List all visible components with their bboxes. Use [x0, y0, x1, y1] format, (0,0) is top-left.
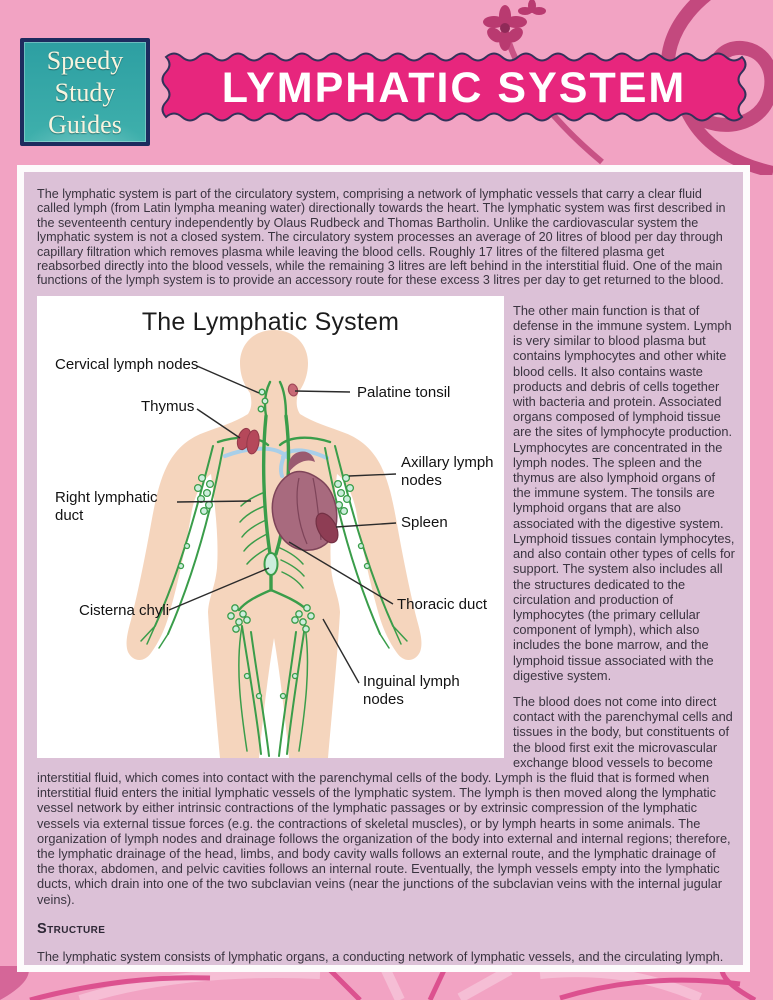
- immune-function-paragraph: The other main function is that of defense in the immune system. Lymph is very similar to blood plasma but contains lymphocytes and other white blood cells. It also contains waste products and debris of cells together with bacteria and protein. Associated organs composed of lymphoid tissue are the sites of lymphocyte production. Lymphocytes are concentrated in the lymph nodes. The spleen and the thymus are also lymphoid organs of the immune system. The tonsils are lymphoid organs that are also associated with the digestive system. Lymphoid tissues contain lymphocytes, and also contain other types of cells for support. The system also includes all the structures dedicated to the circulation and production of lymphocytes (the primary cellular component of lymph), which also includes the bone marrow, and the lymphoid tissue associated with the digestive system.: [513, 302, 735, 683]
- diagram-title: The Lymphatic System: [141, 307, 400, 336]
- label-palatine-tonsil: Palatine tonsil: [357, 383, 451, 401]
- logo-line-3: Guides: [48, 110, 122, 139]
- speedy-study-guides-logo: [20, 38, 150, 146]
- blood-lymph-paragraph: The blood does not come into direct contact with the parenchymal cells and tissues in the body, but constituents of the blood first exit the microvascular exchange blood vessels to become interstitial fluid, which comes into contact with the parenchymal cells of the body. Lymph is the fluid that is formed when interstitial fluid enters the initial lymphatic vessels of the lymphatic system. The lymph is then moved along the lymphatic vessel network by either intrinsic contractions of the lymphatic passages or by extrinsic compression of the lymphatic vessels via external tissue forces (e.g. the contractions of skeletal muscles), or by lymph hearts in some animals. The organization of lymph nodes and drainage follows the organization of the body into external and internal regions; therefore, the lymphatic drainage of the head, limbs, and body cavity walls follows an external route, and the lymphatic drainage of the thorax, abdomen, and pelvic cavities follows an internal route. Eventually, the lymph vessels empty into the lymphatic ducts, which drain into one of the two subclavian veins (near the junctions of the subclavian veins with the internal jugular veins).: [37, 693, 733, 907]
- logo-line-2: Study: [54, 78, 116, 107]
- label-axillary-lymph-nodes: Axillary lymph nodes: [401, 453, 494, 489]
- label-thoracic-duct: Thoracic duct: [397, 595, 488, 613]
- label-cervical-lymph-nodes: Cervical lymph nodes: [55, 355, 199, 373]
- lymphatic-system-diagram: [37, 296, 504, 758]
- label-spleen: Spleen: [401, 513, 448, 531]
- intro-paragraph: The lymphatic system is part of the circulatory system, comprising a network of lymphatic vessels that carry a clear fluid called lymph (from Latin lympha meaning water) directionally towards the heart. The lymphatic system was first described in the seventeenth century independently by Olaus Rudbeck and Thomas Bartholin. Unlike the cardiovascular system the lymphatic system is not a closed system. The circulatory system processes an average of 20 litres of blood per day through capillary filtration which removes plasma while leaving the blood cells. Roughly 17 litres of the filtered plasma get reabsorbed directly into the blood vessels, while the remaining 3 litres are left behind in the interstitial fluid. One of the main functions of the lymph system is to provide an accessory route for these excess 3 litres per day to get returned to the blood.: [37, 187, 726, 288]
- content-panel: [17, 165, 750, 972]
- logo-line-1: Speedy: [46, 46, 124, 75]
- label-thymus: Thymus: [141, 397, 195, 415]
- cisterna-chyli-shape: [265, 553, 278, 575]
- title-banner: [158, 48, 750, 128]
- label-inguinal-lymph-nodes: Inguinal lymph nodes: [363, 672, 460, 708]
- structure-section-heading: Structure: [37, 920, 106, 937]
- label-cisterna-chyli: Cisterna chyli: [79, 601, 170, 619]
- label-right-lymphatic-duct: Right lymphatic duct: [55, 488, 158, 524]
- structure-section-paragraph: The lymphatic system consists of lymphatic organs, a conducting network of lymphatic vessels, and the circulating lymph.: [37, 948, 724, 964]
- page-title: LYMPHATIC SYSTEM: [221, 64, 687, 112]
- flower-shape: [483, 0, 546, 51]
- text-flow: [37, 296, 735, 907]
